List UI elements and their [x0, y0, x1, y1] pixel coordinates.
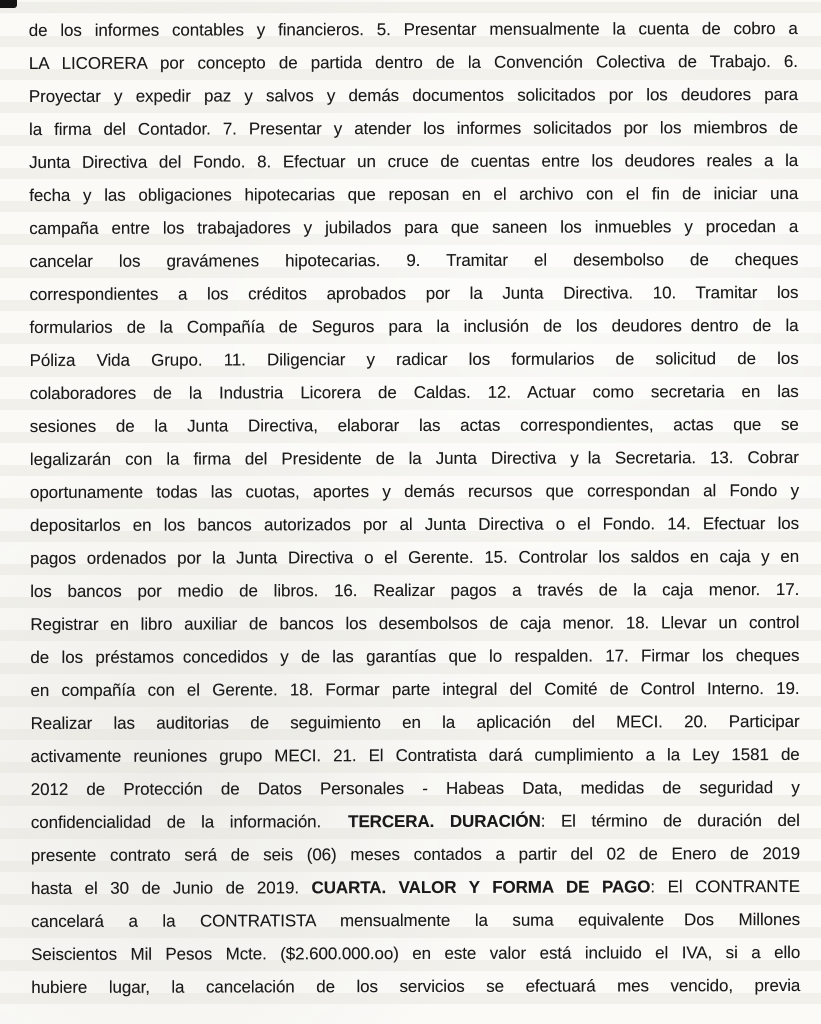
text-line-4 [29, 111, 798, 146]
text-segment: Junta Directiva del Fondo. 8. Efectuar un cruce de cuentas entre los deudores reales a la [29, 150, 799, 173]
text-segment: cancelará a la CONTRATISTA mensualmente la suma equivalente [31, 910, 665, 932]
text-segment: los bancos por medio de libros. 16. Realizar pagos a través de la caja menor. 17. [30, 579, 800, 602]
text-segment: en compañía con el Gerente. 18. Formar parte integral del Comité de Control Interno. 19. [30, 678, 800, 701]
text-segment: colaboradores de la Industria Licorera de Caldas. 12. Actuar como secretaria en las [29, 381, 799, 404]
text-line-22 [31, 705, 800, 740]
text-segment: CUARTA. VALOR Y FORMA DE PAGO [311, 877, 651, 898]
text-line-8 [29, 243, 798, 278]
text-line-28 [31, 903, 800, 938]
text-segment: fecha y las obligaciones hipotecarias que reposan en el archivo con el fin de iniciar una [29, 183, 799, 206]
text-segment: legalizarán con la firma del Presidente de la Junta Directiva y [29, 448, 579, 470]
scan-artifact [0, 0, 17, 8]
text-segment: hubiere lugar, la cancelación de los servicios se efectuará mes vencido, previa [31, 975, 801, 998]
text-segment: activamente reuniones grupo MECI. 21. El Contratista dará cumplimiento a la Ley 1581 de [30, 744, 800, 767]
text-segment: pagos ordenados por la Junta Directiva o el Gerente. 15. Controlar los saldos en caja y en [30, 546, 800, 569]
text-line-12 [30, 375, 799, 410]
text-gap [579, 463, 588, 464]
text-gap [321, 826, 348, 827]
text-segment: dentro de la [690, 315, 799, 336]
text-segment: Registrar en libro auxiliar de bancos los desembolsos de caja menor. 18. Llevar un control [30, 612, 800, 635]
text-segment: TERCERA. DURACIÓN [348, 811, 541, 832]
text-line-20 [30, 639, 799, 674]
text-line-18 [30, 573, 799, 608]
text-gap [664, 924, 684, 925]
text-line-6 [29, 177, 798, 212]
text-line-9 [29, 276, 798, 311]
text-segment: de los préstamos [30, 647, 174, 668]
text-segment: confidencialidad de la información. [30, 812, 322, 833]
text-line-2 [29, 45, 798, 80]
text-line-1 [29, 12, 798, 47]
text-segment: de los informes contables y financieros. 5. Presentar mensualmente la cuenta de cobro a [28, 18, 798, 41]
text-segment: formularios de la Compañía de Seguros para la inclusión de los deudores [29, 316, 682, 338]
text-line-24 [31, 771, 800, 806]
text-segment: Realizar las auditorias de seguimiento en la aplicación del MECI. 20. Participar [30, 711, 800, 734]
text-segment: hasta el 30 de Junio de 2019. [30, 878, 312, 899]
text-line-29 [31, 936, 800, 971]
text-segment: depositarlos en los bancos autorizados por al Junta Directiva o el Fondo. 14. Efectuar los [30, 513, 800, 536]
text-line-16 [30, 507, 799, 542]
text-line-21 [30, 672, 799, 707]
document-body [29, 12, 801, 1004]
text-line-11 [30, 342, 799, 377]
text-segment: correspondientes a los créditos aprobados por la Junta Directiva. 10. Tramitar los [29, 282, 799, 305]
text-segment: LA LICORERA por concepto de partida dentro de la Convención Colectiva de Trabajo. 6. [28, 51, 798, 74]
text-segment: oportunamente todas las cuotas, aportes y demás recursos que correspondan al Fondo y [29, 480, 799, 503]
text-line-5 [29, 144, 798, 179]
text-gap [682, 330, 691, 331]
text-segment: la Secretaria. 13. Cobrar [587, 447, 799, 468]
text-segment: concedidos y de las garantías que lo respalden. 17. Firmar los cheques [182, 645, 800, 667]
text-segment: : El término de duración del [540, 810, 800, 831]
text-line-19 [30, 606, 799, 641]
text-line-25 [31, 804, 800, 839]
text-segment: Proyectar y expedir paz y salvos y demás documentos solicitados por los deudores para [28, 84, 798, 107]
text-segment: Póliza Vida Grupo. 11. Diligenciar y radicar los formularios de solicitud de los [29, 348, 799, 371]
text-segment: 2012 de Protección de Datos Personales - Habeas Data, medidas de seguridad y [30, 777, 800, 800]
text-line-30 [31, 969, 800, 1004]
text-segment: cancelar los gravámenes hipotecarias. 9. Tramitar el desembolso de cheques [29, 249, 799, 272]
text-line-17 [30, 540, 799, 575]
text-line-14 [30, 441, 799, 476]
text-segment: presente contrato será de seis (06) meses contados a partir del 02 de Enero de 2019 [30, 843, 800, 866]
text-segment: Seiscientos Mil Pesos Mcte. ($2.600.000.oo) en este valor está incluido el IVA, si a ello [31, 942, 801, 965]
text-segment: : El CONTRANTE [650, 876, 801, 897]
text-segment: la firma del Contador. 7. Presentar y atender los informes solicitados por los miembros de [28, 117, 799, 140]
text-line-15 [30, 474, 799, 509]
text-line-7 [29, 210, 798, 245]
text-line-27 [31, 870, 800, 905]
text-line-10 [29, 309, 798, 344]
text-line-26 [31, 837, 800, 872]
text-line-23 [31, 738, 800, 773]
text-segment: sesiones de la Junta Directiva, elaborar las actas correspondientes, actas que se [29, 414, 799, 437]
text-line-13 [30, 408, 799, 443]
text-segment: campaña entre los trabajadores y jubilados para que saneen los inmuebles y procedan a [29, 216, 799, 239]
text-line-3 [29, 78, 798, 113]
text-segment: Dos Millones [683, 909, 801, 930]
